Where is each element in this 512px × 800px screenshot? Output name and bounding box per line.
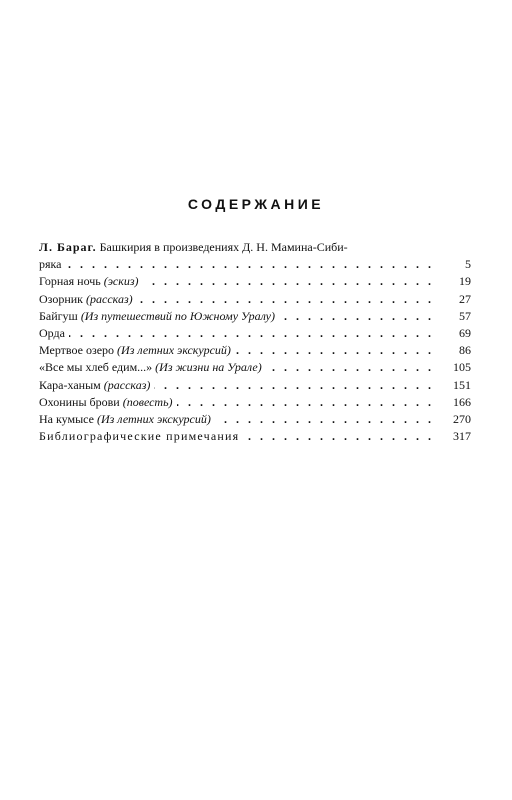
toc-entry-page: 57 — [459, 308, 471, 323]
toc-entry-page: 27 — [459, 291, 471, 306]
toc-entry-title: На кумысе — [39, 411, 94, 426]
toc-entry-title: Озорник — [39, 291, 84, 306]
toc-entry-subtitle: (Из жизни на Урале) — [155, 360, 262, 375]
toc-entry[interactable] — [39, 342, 471, 359]
toc-entry-title: Кара-ханым — [39, 377, 101, 392]
toc-entry[interactable] — [39, 359, 471, 376]
toc-entry-page: 270 — [453, 411, 471, 426]
toc-entry-subtitle: (эскиз) — [103, 274, 139, 289]
toc-entry-title: Мертвое озеро — [39, 343, 115, 358]
toc-entry-author: Л. Бараг. — [39, 240, 97, 254]
toc-entry-title: Байгуш — [39, 308, 78, 323]
toc-entry-title: Охонины брови — [39, 394, 120, 409]
toc-entry-subtitle: (рассказ) — [86, 291, 133, 306]
toc-entry-subtitle: (Из летних экскурсий) — [117, 343, 231, 358]
toc-entry[interactable] — [39, 308, 471, 325]
toc-entry-title: Башкирия в произведениях Д. Н. Мамина-Сиби- — [99, 240, 348, 254]
toc-entry-subtitle: (Из путешествий по Южному Уралу) — [80, 308, 276, 323]
toc-entry-page: 5 — [465, 257, 471, 272]
leader-dots — [39, 325, 431, 342]
leader-dots — [39, 256, 431, 273]
toc-entry-page: 19 — [459, 274, 471, 289]
toc-entry-title: Горная ночь — [39, 274, 101, 289]
toc-entry[interactable] — [39, 273, 471, 290]
toc-entry-title: «Все мы хлеб едим...» — [39, 360, 153, 375]
toc-entry-subtitle: (Из летних экскурсий) — [96, 411, 211, 426]
toc-entry-title: Орда — [39, 325, 65, 340]
toc-entry[interactable] — [39, 411, 471, 428]
table-of-contents — [39, 239, 471, 445]
toc-entry[interactable] — [39, 325, 471, 342]
toc-entry[interactable] — [39, 377, 471, 394]
toc-entry-page: 317 — [453, 429, 471, 444]
toc-entry-subtitle: (повесть) — [122, 394, 173, 409]
toc-entry-subtitle: (рассказ) — [103, 377, 151, 392]
toc-entry-intro[interactable] — [39, 256, 471, 273]
toc-entry-title-cont: ряка — [39, 256, 66, 273]
toc-entry[interactable] — [39, 291, 471, 308]
toc-entry-title: Библиографические примечания — [39, 429, 240, 444]
toc-entry-page: 166 — [453, 394, 471, 409]
contents-heading: СОДЕРЖАНИЕ — [187, 196, 325, 212]
toc-entry[interactable] — [39, 428, 471, 445]
toc-entry-intro-line1 — [39, 239, 471, 256]
toc-entry[interactable] — [39, 394, 471, 411]
toc-entry-page: 151 — [453, 377, 471, 392]
toc-entry-page: 105 — [453, 360, 471, 375]
toc-entry-page: 69 — [459, 325, 471, 340]
toc-entry-page: 86 — [459, 343, 471, 358]
